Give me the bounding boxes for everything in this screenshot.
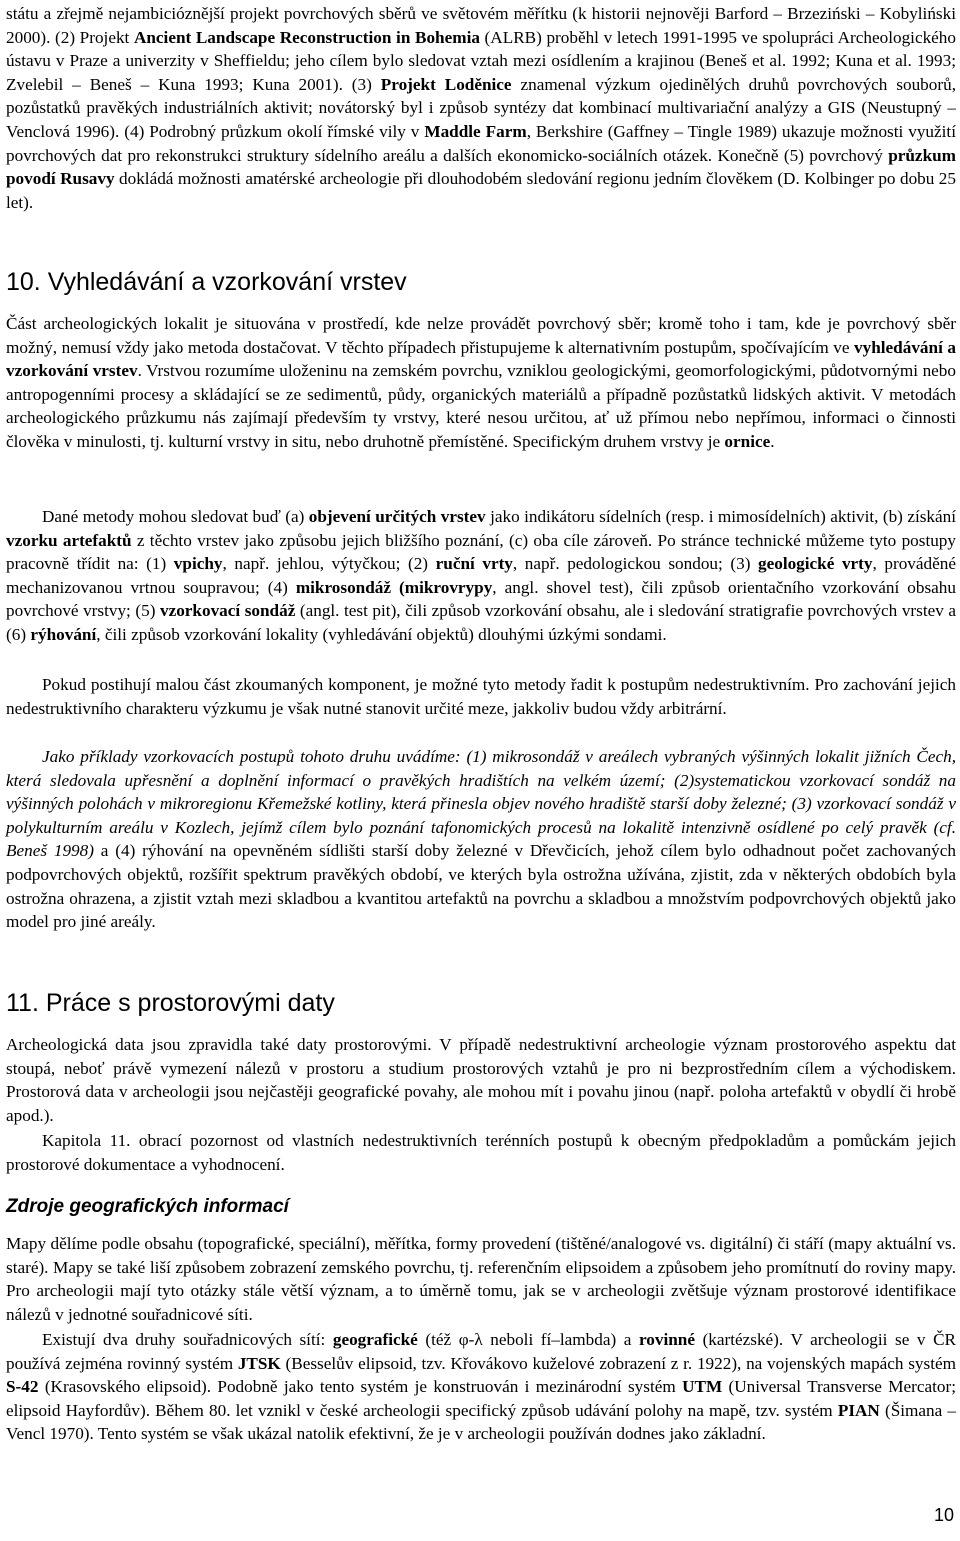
section-heading-11: 11. Práce s prostorovými daty — [6, 989, 335, 1017]
p_intro-run: , Berkshire (Gaffney – Tingle 1989) ukazuje možnosti využití povrchových dat pro rekonstrukci struktury sídelního areálu a dalších ekonomicko-sociálních otázek. Konečně (5) povrchový — [6, 121, 956, 165]
p10_2-run: rýhování — [30, 624, 97, 644]
paragraph-11-2 — [6, 1129, 956, 1176]
p10_1-run: vyhledávání a vzorkování vrstev — [6, 337, 956, 381]
p10_2-run: Dané metody mohou sledovat buď (a) — [42, 507, 309, 526]
p11_4-run: (Universal Transverse Mercator; elipsoid Hayfordův). Během 80. let vznikl v české archeologii specifický způsob udávání polohy na mapě, tzv. systém — [6, 1377, 956, 1420]
p10_2-run: mikrosondáž (mikrovrypy — [295, 577, 493, 597]
p10_2-run: ruční vrty — [435, 554, 513, 574]
p10_2-run: , angl. shovel test), čili způsob orientačního vzorkování obsahu povrchové vrstvy; (5) — [6, 577, 956, 621]
p11_2-run: Kapitola 11. obrací pozornost od vlastních nedestruktivních terénních postupů k obecným předpokladům a pomůckám jejich prostorové dokumentace a vyhodnocení. — [6, 1131, 956, 1174]
p11_4-run: (též φ-λ neboli fí–lambda) a — [417, 1330, 639, 1349]
p10_4-run: Jako příklady vzorkovacích postupů tohoto druhu uvádíme: (1) mikrosondáž v areálech vybraných výšinných lokalit jižních Čech, která sledovala upřesnění a doplnění informací o pravěkých hradištích na velkém území; (2)systematickou vzorkovací sondáž na výšinných polohách v mikroregionu Křemežské kotliny, která přinesla objev nového hradiště starší doby železné; (3) vzorkovací sondáž v polykulturním areálu v Kozlech, jejímž cílem bylo poznání tafonomických procesů na lokalitě intenzivně osídlené po celý pravěk (cf. Beneš 1998) — [6, 747, 956, 861]
p10_2-run: jako indikátoru sídelních (resp. i mimosídelních) aktivit, (b) získání — [485, 507, 957, 526]
p_intro-run: Ancient Landscape Reconstruction in Bohemia — [133, 27, 480, 47]
paragraph-10-3 — [6, 673, 956, 720]
paragraph-11-1 — [6, 1033, 956, 1127]
p10_2-run: vzorkovací sondáž — [159, 601, 296, 621]
p10_2-run: geologické vrty — [758, 554, 873, 574]
p_intro-run: Maddle Farm — [424, 121, 527, 141]
p10_2-run: z těchto vrstev jako způsobu jejich bližšího poznání, (c) oba cíle zároveň. Po stránce technické můžeme tyto postupy pracovně třídit na: (1) — [6, 530, 956, 574]
p10_2-run: , čili způsob vzorkování lokality (vyhledávání objektů) dlouhými úzkými sondami. — [96, 624, 667, 644]
p11_4-run: Existují dva druhy souřadnicových sítí: — [42, 1330, 333, 1349]
p10_2-run: (angl. test pit), čili způsob vzorkování obsahu, ale i sledování stratigrafie povrchových vrstev a (6) — [6, 601, 956, 644]
section-heading-10: 10. Vyhledávání a vzorkování vrstev — [6, 268, 407, 296]
p11_4-run: S-42 — [6, 1377, 39, 1397]
p10_4-run: a (4) rýhování na opevněném sídlišti starší doby železné v Dřevčicích, jehož cílem bylo odhadnout počet zachovaných podpovrchových objektů, rozšířit spektrum pravěkých období, ve kterých byla ostrožna užívána, zjistit, zda v některých obdobích byla ostrožna ohrazena, a zjistit vztah mezi skladbou a kvantitou artefaktů na povrchu a skladbou a množstvím podpovrchových objektů jako model pro jiné areály. — [6, 841, 956, 932]
page-number: 10 — [933, 1505, 954, 1525]
p_intro-run: znamenal výzkum ojedinělých druhů povrchových souborů, pozůstatků pravěkých industriálních aktivit; novátorský byl i způsob syntézy dat kombinací multivariační analýzy a GIS (Neustupný – Venclová 1996). (4) Podrobný průzkum okolí římské vily v — [6, 74, 956, 141]
p11_4-run: (Besselův elipsoid, tzv. Křovákovo kuželové zobrazení z r. 1922), na vojenských mapách systém — [280, 1353, 956, 1373]
paragraph-10-2 — [6, 505, 956, 647]
p11_4-run: geografické — [332, 1330, 418, 1349]
p11_4-run: rovinné — [638, 1330, 695, 1349]
p10_2-run: vpichy — [173, 554, 223, 574]
p_intro-run: Projekt Loděnice — [380, 74, 512, 94]
paragraph-11-3 — [6, 1232, 956, 1326]
p11_4-run: JTSK — [237, 1353, 281, 1373]
p_intro-run: státu a zřejmě nejambicióznější projekt povrchových sběrů ve světovém měřítku (k historii nejnověji Barford – Brzeziński – Kobyliński 2000). (2) Projekt — [6, 4, 956, 47]
p10_1-run: . — [770, 431, 775, 451]
p10_2-run: , např. jehlou, výtyčkou; (2) — [222, 554, 436, 574]
p_intro-run: (ALRB) proběhl v letech 1991-1995 ve spolupráci Archeologického ústavu v Praze a univerzity v Sheffieldu; jeho cílem bylo sledovat vztah mezi osídlením a krajinou (Beneš et al. 1992; Kuna et al. 1993; Zvelebil – Beneš – Kuna 1993; Kuna 2001). (3) — [6, 27, 956, 94]
paragraph-10-4 — [6, 745, 956, 934]
p10_1-run: ornice — [724, 431, 771, 451]
p11_3-run: Mapy dělíme podle obsahu (topografické, speciální), měřítka, formy provedení (tištěné/analogové vs. digitální) či stáří (mapy aktuální vs. staré). Mapy se také liší způsobem zobrazení zemského povrchu, tj. referenčním elipsoidem a způsobem jeho promítnutí do roviny mapy. Pro archeologii mají tyto otázky stále větší význam, a to úměrně tomu, jak se v archeologii zvětšuje význam prostorové identifikace nálezů v jednotné souřadnicové síti. — [6, 1234, 956, 1324]
p10_2-run: , prováděné mechanizovanou vrtnou soupravou; (4) — [6, 554, 956, 597]
p10_1-run: Část archeologických lokalit je situována v prostředí, kde nelze provádět povrchový sběr; kromě toho i tam, kde je povrchový sběr možný, nemusí vždy jako metoda dostačovat. V těchto případech přistupujeme k alternativním postupům, spočívajícím ve — [6, 314, 956, 357]
subsection-heading-zdroje: Zdroje geografických informací — [6, 1196, 289, 1217]
p10_3-run: Pokud postihují malou část zkoumaných komponent, je možné tyto metody řadit k postupům nedestruktivním. Pro zachování jejich nedestruktivního charakteru výzkumu je však nutné stanovit určité meze, jakkoliv budou vždy arbitrární. — [6, 675, 956, 718]
p11_4-run: (kartézské). V archeologii se v ČR používá zejména rovinný systém — [6, 1330, 956, 1373]
p11_4-run: UTM — [682, 1377, 723, 1397]
p10_1-run: . Vrstvou rozumíme uloženinu na zemském povrchu, vzniklou geologickými, geomorfologickými, půdotvornými nebo antropogenními procesy a skládající se ze sedimentů, půdy, organických materiálů a případně pozůstatků lidských aktivit. V metodách archeologického průzkumu nás zajímají především ty vrstvy, které nesou určitou, ať už přímou nebo nepřímou, informaci o činnosti člověka v minulosti, tj. kulturní vrstvy in situ, nebo druhotně přemístěné. Specifickým druhem vrstvy je — [6, 361, 956, 451]
paragraph-intro — [6, 2, 956, 214]
p11_1-run: Archeologická data jsou zpravidla také daty prostorovými. V případě nedestruktivní archeologie význam prostorového aspektu dat stoupá, neboť právě vymezení nálezů v prostoru a studium prostorových vztahů je pro ni bezprostředním cílem a východiskem. Prostorová data v archeologii jsou nejčastěji geografické povahy, ale mohou mít i povahu jinou (např. poloha artefaktů v obydlí či hrobě apod.). — [6, 1035, 956, 1125]
p11_4-run: PIAN — [837, 1400, 880, 1420]
paragraph-10-1 — [6, 312, 956, 454]
p11_4-run: (Krasovského elipsoid). Podobně jako tento systém je konstruován i mezinárodní systém — [38, 1377, 683, 1397]
p10_2-run: , např. pedologickou sondou; (3) — [512, 554, 758, 574]
p11_4-run: (Šimana – Vencl 1970). Tento systém se však ukázal natolik efektivní, že je v archeologii používán dodnes jako základní. — [6, 1400, 956, 1444]
p_intro-run: dokládá možnosti amatérské archeologie při dlouhodobém sledování regionu jedním člověkem (D. Kolbinger po dobu 25 let). — [6, 169, 956, 212]
p10_2-run: vzorku artefaktů — [6, 530, 132, 550]
paragraph-11-4 — [6, 1328, 956, 1446]
p_intro-run: průzkum povodí Rusavy — [6, 145, 956, 189]
p10_2-run: objevení určitých vrstev — [308, 507, 486, 526]
